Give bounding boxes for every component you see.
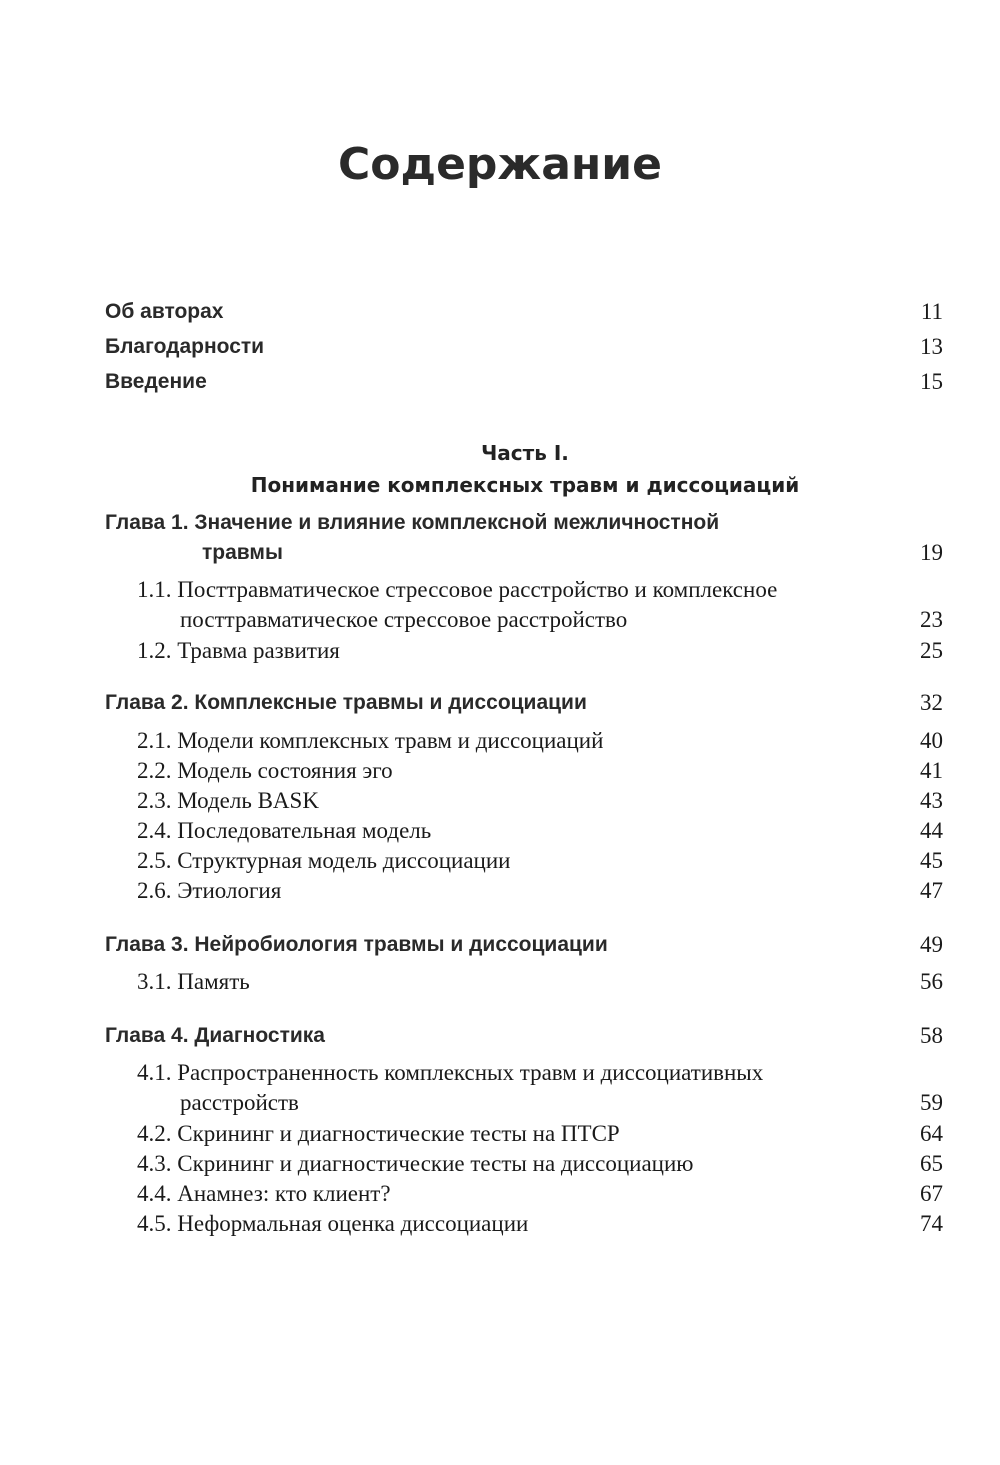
entry-page: 25 <box>920 638 943 663</box>
entry-label: 2.6. Этиология <box>137 878 282 903</box>
entry-page: 59 <box>920 1090 943 1115</box>
entry-page: 49 <box>920 932 943 957</box>
part-title: Понимание комплексных травм и диссоциаций <box>250 473 800 497</box>
section-entry[interactable] <box>0 756 1000 786</box>
entry-page: 45 <box>920 848 943 873</box>
section-entry[interactable] <box>0 786 1000 816</box>
section-entry[interactable] <box>0 1149 1000 1179</box>
section-entry[interactable] <box>0 967 1000 997</box>
chapter-entry[interactable] <box>0 1021 1000 1051</box>
entry-page: 44 <box>920 818 943 843</box>
chapter-entry[interactable] <box>0 508 1000 538</box>
entry-label: 1.2. Травма развития <box>137 638 340 663</box>
entry-page: 67 <box>920 1181 943 1206</box>
section-entry[interactable] <box>0 876 1000 906</box>
entry-label-cont: посттравматическое стрессовое расстройство <box>180 607 628 632</box>
entry-label-cont: расстройств <box>180 1090 299 1115</box>
entry-page: 40 <box>920 728 943 753</box>
section-entry[interactable] <box>0 1179 1000 1209</box>
section-entry[interactable] <box>0 846 1000 876</box>
section-entry[interactable] <box>0 726 1000 756</box>
toc-entry[interactable] <box>0 297 1000 327</box>
section-entry[interactable] <box>0 1058 1000 1088</box>
chapter-entry[interactable] <box>0 688 1000 718</box>
entry-label: Глава 3. Нейробиология травмы и диссоциации <box>105 933 608 956</box>
entry-page: 56 <box>920 969 943 994</box>
section-entry[interactable] <box>0 816 1000 846</box>
entry-label: Введение <box>105 370 207 393</box>
entry-page: 41 <box>920 758 943 783</box>
entry-page: 13 <box>920 334 943 359</box>
entry-label: 4.5. Неформальная оценка диссоциации <box>137 1211 529 1236</box>
entry-label: Благодарности <box>105 335 265 358</box>
entry-label: Глава 1. Значение и влияние комплексной межличностной <box>105 511 720 534</box>
entry-label: 4.4. Анамнез: кто клиент? <box>137 1181 391 1206</box>
entry-label: 1.1. Посттравматическое стрессовое расстройство и комплексное <box>137 577 778 602</box>
entry-label: 2.1. Модели комплексных травм и диссоциаций <box>137 728 604 753</box>
section-entry[interactable] <box>0 575 1000 605</box>
entry-label-cont: травмы <box>202 541 283 564</box>
toc-entry[interactable] <box>0 367 1000 397</box>
toc-entry[interactable] <box>0 332 1000 362</box>
entry-page: 32 <box>920 690 943 715</box>
entry-label: 3.1. Память <box>137 969 250 994</box>
entry-label: Об авторах <box>105 300 224 323</box>
entry-page: 65 <box>920 1151 943 1176</box>
entry-label: 2.2. Модель состояния эго <box>137 758 393 783</box>
entry-page: 15 <box>920 369 943 394</box>
part-number: Часть I. <box>481 441 569 465</box>
entry-page: 43 <box>920 788 943 813</box>
entry-page: 23 <box>920 607 943 632</box>
page-title: Содержание <box>338 139 662 190</box>
entry-label: 4.3. Скрининг и диагностические тесты на диссоциацию <box>137 1151 694 1176</box>
entry-page: 58 <box>920 1023 943 1048</box>
chapter-entry[interactable] <box>0 930 1000 960</box>
chapter-entry-cont[interactable] <box>0 538 1000 568</box>
entry-page: 11 <box>920 299 943 324</box>
entry-page: 19 <box>920 540 943 565</box>
entry-label: 2.5. Структурная модель диссоциации <box>137 848 511 873</box>
entry-label: 2.3. Модель BASK <box>137 788 319 813</box>
section-entry[interactable] <box>0 1119 1000 1149</box>
section-entry-cont[interactable] <box>0 1088 1000 1118</box>
entry-label: 4.1. Распространенность комплексных травм и диссоциативных <box>137 1060 764 1085</box>
section-entry[interactable] <box>0 636 1000 666</box>
section-entry-cont[interactable] <box>0 605 1000 635</box>
entry-page: 64 <box>920 1121 943 1146</box>
entry-label: 4.2. Скрининг и диагностические тесты на ПТСР <box>137 1121 620 1146</box>
section-entry[interactable] <box>0 1209 1000 1239</box>
entry-label: Глава 4. Диагностика <box>105 1024 325 1047</box>
entry-label: Глава 2. Комплексные травмы и диссоциации <box>105 691 587 714</box>
entry-page: 47 <box>920 878 943 903</box>
entry-label: 2.4. Последовательная модель <box>137 818 432 843</box>
entry-page: 74 <box>920 1211 943 1236</box>
